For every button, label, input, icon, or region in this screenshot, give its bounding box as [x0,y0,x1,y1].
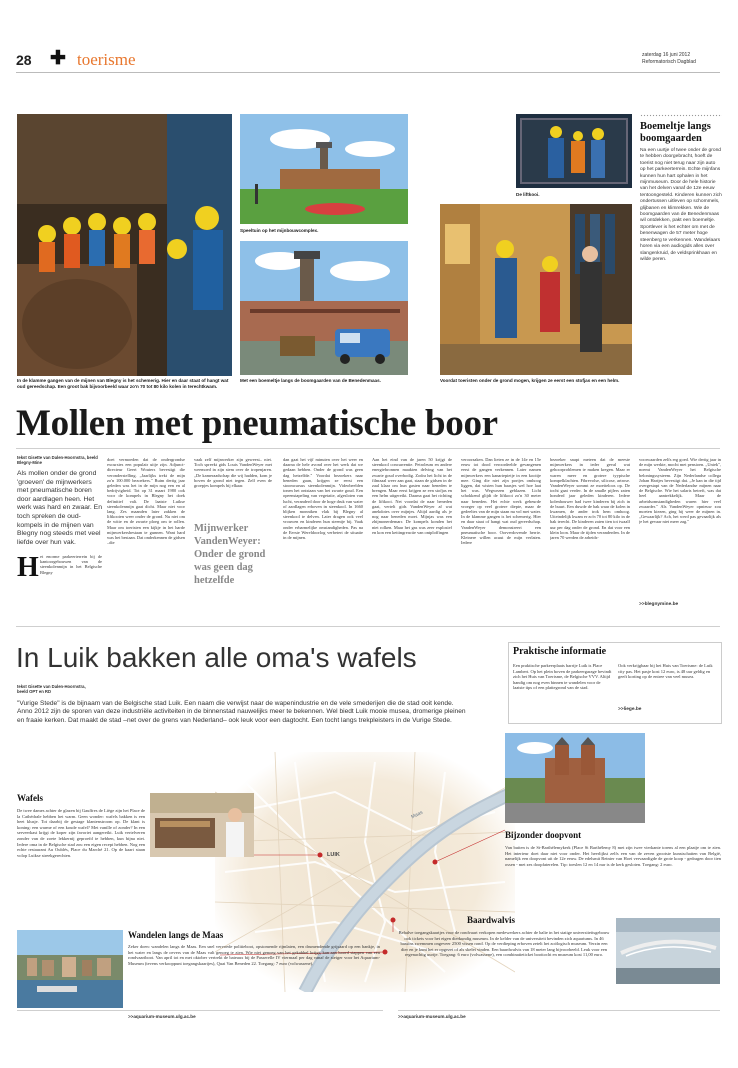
wafels-text: De twee dames achter de glazen bij Gauffres de Liège zijn het Place de la Cathédrale hebben het warm. Geen wonder: wafels bakken is een heet klusje. Tot daarbij de gestage klantenstroom op. De klant is koning: een warme of een koude wafel? Met vanille of zonder? In een serveerkast krijgt de koper zijn favoriet aangereikt. Luik vertelveren zonder van de zoete lekkernij geproefd te hebben, kun bijna niet. Iedere oma in de Belgische stad zou een eigen recept hebben. Nog een echte restaurant Au Oublés, Place du Marché 21. Op de kaart staan volop Luikse streekgerechten. [17,808,145,858]
section-title: toerisme [77,50,136,69]
page-number: 28 [16,52,32,68]
walvis-title: Baardwalvis [467,915,516,925]
article1-lead: et enorme parkeerterrein bij de kantoorgebouwen van de steenkolenmijn in het Belgische Blegny [40,554,102,575]
article1-col8: voorwaarden zelfs erg goed. Wie dertig jaar in de mijn werkte, mocht met pensioen. „Uniek", noemt VandenWeyer het Belgische beloningssysteem. Zijn Nederlandse collega Johan Hartjes bevestigt dat. „Je kan in die tijd overgestapt van de Nederlandse mijnen naar de Belgische. Wie het salaris betreft, was dat heel aantrekkelijk. Maar de arbeidsomstandigheden waren hier veel zwaarder." Als VandenWeyer opnieuw zou moeten kiezen, ging hij weer de mijnen in. „Gewaarlijk? Ach, het werd pas gevaarlijk als je het gevaar niet meer zag." [639,457,721,525]
caption-children: In de klamme gangen van de mijnen van Blegny is het schemerig. Hier en daar staat of hangt wat oud gereedschap. Een groot bak bijvoorbeeld waar zo'n 70 tot 80 kilo kolen in terechtkwam. [17,378,229,389]
maas-title: Wandelen langs de Maas [128,930,224,940]
photo-wafels [150,793,254,857]
doopvont-title: Bijzonder doopvont [505,830,582,840]
maas-bottom-rule [17,1010,383,1011]
article1-col3: vaak zelf mijnwerker zijn geweest– niet. Toch spreekt gids Louis VandenWeyer met weemoed in zijn stem over de tropenjaren. „De kameraadschap die wij hadden, kom je boven de grond niet tegen. Zelf even de groepjes kompels bij elkaar. [194,457,272,489]
photo-whale [616,918,720,984]
map-city-label: LUIK [327,852,340,858]
practical-info-title: Praktische informatie [513,646,607,657]
sidebar1-title: Boemeltje langs boomgaarden [640,121,711,144]
article1-pullquote: Mijnwerker VandenWeyer: Onder de grond was geen dag hetzelfde [194,523,266,586]
caption-train: Met een boemeltje langs de boomgaarden van de Benedenmaas. [240,378,381,383]
caption-helmets: Voordat toeristen onder de grond mogen, krijgen ze eerst een stofjas en een helm. [440,378,620,383]
article2-byline: tekst Gisette van Dalen-Hoornstra, beeld OPT en RD [17,684,86,695]
caption-playground: Speeltuin op het mijnbouwcomplex. [240,228,319,233]
header-paper: Reformatorisch Dagblad [642,59,696,65]
photo-maas [17,930,123,1008]
wafels-title: Wafels [17,793,43,803]
article1-link[interactable]: >>blegnymine.be [639,602,679,607]
caption-lift: De liftkooi. [516,192,540,197]
article1-col4: dan gaat het vijf minuten over het weer en daarna de hele avond over het werk dat we gedaan hebben. Onder de grond was geen dag hetzelfde." Voordat bezoekers naar beneden gaan, krijgen ze eerst een stoomcursus steenkolenmijn. Videobeelden tonen het ontstaan van het zwarte goud. Een opeenstapeling van vegetatie, afgesloten van lucht, veranderd door de hoge druk van water of aardlagen erboven in steenkool. In 1660 blijken monniken vlak bij Blegny al steenkool te delven. Later dragen ook veel vrouwen en kinderen hun steentje bij. Vaak onder erbarmelijke omstandigheden. Pas na de Eerste Wereldoorlog verbetert de situatie in de mijnen. [283,457,363,541]
article1-intro: Als mollen onder de grond 'groeven' de mijnwerkers met pneumatische boren door aardlagen heen. Het werk was hard en zwaar. En toch spreken de oud-kompels in de mijnen van Blegny nog steeds met veel liefde over hun vak. [17,470,103,546]
practical-info-text2: Ook verkrijgbaar bij het Huis van Toerisme: de Luik city pas. Het pasje kost 12 euro, is 48 uur geldig en geeft korting op de entree van veel musea. [618,663,713,680]
sidebar1-text: Na een uurtje of twee onder de grond te hebben doorgebracht, hoeft de toerist nog niet terug naar zijn auto op het parkeerterrein. Echte mijnfans kunnen hun hart ophalen in het mijnmuseum. Door de hele historie van het delven vanaf de 12e eeuw tentoongesteld. Kinderen kunnen zich ondertussen uitleven op schommels, glijbanen en klimrekken. Wie de boomgaarden van de Benedenmaas wil ontdekken, pakt een boemeltje. Sportlever is het echter om met de benenwagen de 57 meter hoge steenberg te verkennen. Wandelaars horen via een audiogids alles over slangenkruid, de veldsprinkhaan en wilde peren. [640,148,722,262]
walvis-link[interactable]: >>aquarium-museum.ulg.ac.be [398,1014,466,1019]
article1-byline: tekst Gisette van Dalen-Hoornstra, beeld Blegny-Mine [17,455,98,465]
maas-text: Zeker doen: wandelen langs de Maas. Een snel vervoede politieboot, opstomende rijmlaten, een drumendende grijsaard op een bankje, in het water en langs de oevers van de Maas valt genoeg te zien. Wie niet genoeg van het gekabbel krijgt, kan aan boord stappen van een rondvaartboot. Van april tot en met oktober vertrekt de bateaux bij de Passerelle IV viermaal per dag vanaf de steiger voor het Aquarium-Museum (tevens verkooppunt toegangskaartjes), Quai Van Beneden 22. Toegang: 7 euro (volwassene). [128,944,380,966]
article1-dropcap: H [17,552,39,583]
walvis-bottom-rule [398,1010,720,1011]
article1-col6: veroorzaken. Dan lieten ze in de 14e en 15e eeuw tot dood veroordeelde gevangenen eerst de gangen verkennen. Later namen mijnwerkers een kanariepietje in een kooitje mee. Ging die niet zijn portjes omhoog liggen, dat wisten hun baasjes wel hoe laat het was. Wegwezen geblazen. Licht schokkend glijdt de liftkooi zo'n 30 meter naar beneden. Het echte werk gebeurde vroeger op veel grotere diepte, maar de gedeeltes van de mijn staan nu vol met water. In de klamme gangen is het schemerig. Hier en daar staat of hangt wat oud gereedschap. VandenWeyer demonstreert een pneumatische boor. Oorverdovende herrie. Kleinere willen acuut de mijn verlaten. Iedere [461,457,541,546]
practical-info-text1: Een praktische parkeerplaats barrije Luik is Place Lambert. Op het plein boven de parkeergarage bevindt zich het Huis van Toerisme, de Belgische VVV. Altijd handig om nog even binnen te wandelen voor de laatste tips of een plattegrond van de stad. [513,663,612,691]
map-river-label: Maas [410,809,424,821]
maas-link[interactable]: >>aquarium-museum.ulg.ac.be [128,1014,196,1019]
article1-col5: Aan het eind van de jaren 50 krijgt de steenkool concurrentie. Petroleum en andere energiebronnen maakten delving van het zwarte goud overbodig. Zodra het licht in de filmzaal weer aan gaat, staan de gidsen in de zaal klaar om hun gasten naar beneden te brengen. Maar eerst krijgen ze een stofjas en een helm uitgereikt. Daarna gaat het richting de liftkooi. Net voordat de naar beneden gaat, vertelt gids VandenWeyer af wat anekdotes over mijnjes. Altijd aardig als je nog naar beneden moet. Mijnjas was een zhijmonerdemarr. De kompels konden het niet rolken. Maar het gas was zeer explosief en kon een kettingreactie van ontploffingen [372,457,452,535]
article1-col7: bezoeker snapt meteen dat de meeste mijnwerkers in ieder geval wat gehoorproblemen te maken kregen. Maar er waren meer en grotere tyypische kompelklachten. Fibrevolse, silicose, artrose. VandenWeyer sommt ze moeiteloos op. De tocht gaat verder. In de smalle pijlers zaten honderd jaar geleden kinderen. Iedere kolenhouwer had twee kinderen bij zich in de buurt. Een duwde de bak waar de kolen in kwamen, de ander trok hem omhoog. Uiteindelijk kwam er zo'n 70 tot 80 kilo in de bak terecht. De kinderen zaten tien tot twaalf uur per dag onder de grond. En dat voor een klein loon. Maar de tijden veranderden. In de jaren 70 werden de arbeids- [550,457,630,541]
walvis-text: Behalve toegangskaartjes voor de rondvaart verkopen medewerkers achter de balie in het statige universiteitsgebouw ook tickets voor het eigen dierkundig museum. In de kelder van de universiteit bevinden zich aquariums. In 46 bassins zwemmen ongeveer 2500 vissen rond. Op de verdieping erboven zetelt het zoölogisch museum. Verzin een dier en je kunt het er opgezet of als skelet vinden. Een baardwalvis van 18 meter lang bijvoorbeeld. Leuk voor een regenachtig uurtje. Toegang: 6 euro (volwassene), een combinatieticket boottocht en museum kost 11,00 euro. [398,930,610,958]
article2-headline: In Luik bakken alle oma's wafels [16,642,417,673]
photo-church [505,733,645,823]
section-plus-icon: ✚ [50,48,66,69]
doopvont-text: Van buiten is de St-Barthélemykerk (Place St Barthélemy 8) met zijn twee vierkante torens al een plaatje om te zien. Het interieur doet daar niet voor onder. Het heerlijkst zelfs een van de zeven grootste kunstschatten van België, namelijk een doopvont uit de 12e eeuw. De edelsmit Reinier van Hoei vervaardigde de grote koop - gedragen door tien ossen - met zes doopfaterelen. Tip: toeslen 12 en 14 nur is de kerk gesloten. Toegang: 2 euro. [505,845,721,867]
article2-intro: "Vurige Stede" is de bijnaam van de Belgische stad Luik. Een naam die verwijst naar de wapenindustrie en de vele smederijen die de stad ooit kende. Anno 2012 zijn de sporen van deze industriële activiteiten in de binnenstad nauwelijks meer te bekennen. Wel biedt Luik mooie musea, dromerige pleinen en fraaie kerken. Dat maakt de stad –net over de grens van Nederland– ook leuk voor een dagtocht. Een tocht langs trekpleisters in de Vurige Stede. [17,700,466,724]
article1-col2: doet vermoeden dat de ondergrondse excursies een populair uitje zijn. Adjunct-directeur Geert Wouters bevestigt die veronderstelling. „Jaarlijks trekt de mijn zo'n 100.000 bezoekers." Ruim dertig jaar geleden was het in de mijn nog een en al bedrijvigheid. Tot op 31 maart 1980 ook voor de kompels in Blegny het doek definitief valt. De laatste Luikse steenkolenmijn gaat dicht. Maar niet voor lang. Zes maanden later zakken de liftkooien weer onder de grond. Nu niet om de witte en de zwarte ploeg om te rollen. Maar om toeristen een kijkje in het harde mijnwerkersbestaan te gunnen. Want hard was het bestaan. Dat onderkennen de gidsen –die [107,457,185,546]
article1-headline: Mollen met pneumatische boor [16,403,498,444]
header-date: zaterdag 16 juni 2012 [642,52,691,58]
practical-info-link[interactable]: >>liege.be [618,707,642,712]
